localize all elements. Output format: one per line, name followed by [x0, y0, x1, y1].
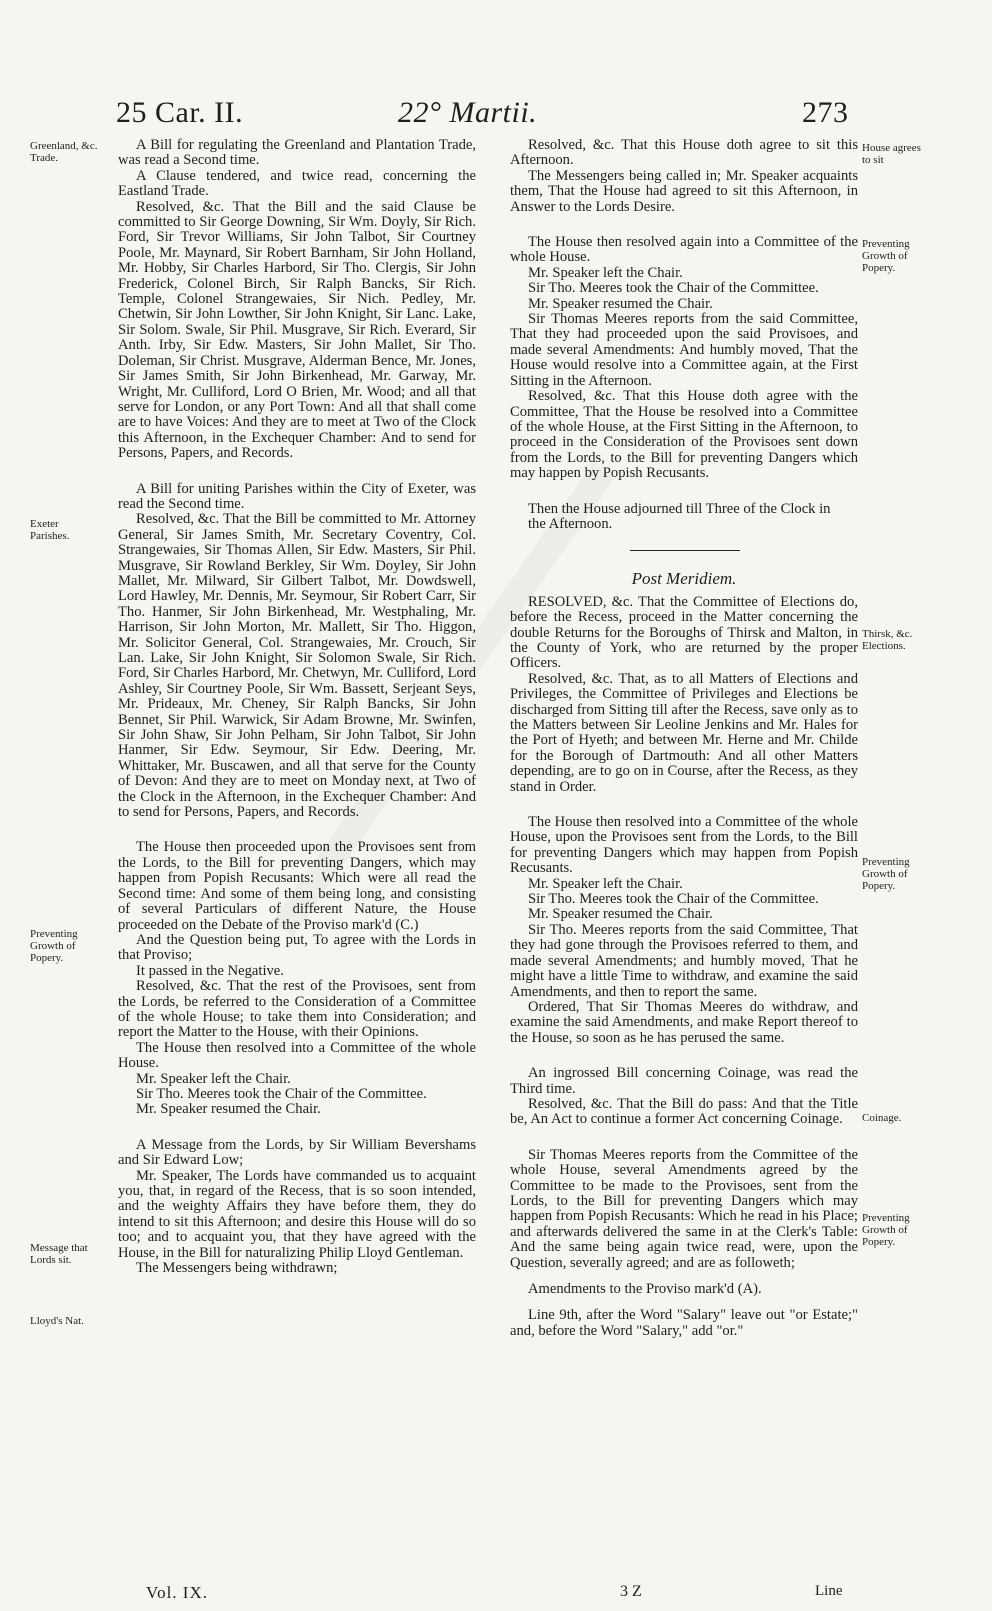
paragraph: Amendments to the Proviso mark'd (A).	[528, 1281, 762, 1297]
paragraph: Mr. Speaker left the Chair.	[528, 264, 683, 281]
paragraph: Line 9th, after the Word "Salary" leave out "or Estate;" and, before the Word "Salary," add "or."	[510, 1307, 858, 1339]
paragraph: Mr. Speaker resumed the Chair.	[136, 1101, 321, 1118]
paragraph: The Messengers being called in; Mr. Speaker acquaints them, That the House had agreed to sit this Afternoon, in Answer to the Lords Desire.	[510, 167, 858, 215]
paragraph: The House then resolved into a Committee of the whole House.	[118, 1039, 476, 1072]
paragraph: Sir Tho. Meeres took the Chair of the Committee.	[136, 1085, 427, 1102]
margin-note-greenland: Greenland, &c. Trade.	[30, 140, 98, 164]
paragraph: Mr. Speaker resumed the Chair.	[528, 906, 713, 923]
section-title: Post Meridiem.	[631, 569, 737, 589]
paragraph: A Bill for uniting Parishes within the City of Exeter, was read the Second time.	[118, 480, 476, 512]
paragraph: The House then resolved again into a Committee of the whole House.	[510, 234, 858, 266]
paragraph: The Messengers being withdrawn;	[136, 1260, 338, 1277]
margin-note-exeter: Exeter Parishes.	[30, 518, 70, 542]
paragraph: Sir Tho. Meeres took the Chair of the Committee.	[528, 891, 819, 908]
paragraph: Mr. Speaker left the Chair.	[136, 1070, 291, 1087]
paragraph: Ordered, That Sir Thomas Meeres do withdraw, and examine the said Amendments, and make Report thereof to the House, so soon as he has perused the same.	[510, 998, 858, 1046]
paragraph: Mr. Speaker left the Chair.	[528, 875, 683, 892]
paragraph: Resolved, &c. That this House doth agree with the Committee, That the House be resolved into a Committee of the whole House, at the First Sitting in the Afternoon, to proceed in the Consideration of the Provisoes sent down from the Lords, to the Bill for preventing Dangers which may happen by Popish Recusants.	[510, 388, 858, 482]
paragraph: Resolved, &c. That the Bill do pass: And that the Title be, An Act to continue a former Act concerning Coinage.	[510, 1095, 858, 1128]
paragraph: The House then resolved into a Committee of the whole House, upon the Provisoes sent from the Lords, to the Bill for preventing Dangers which may happen from Popish Recusants.	[510, 814, 858, 877]
margin-note-lloyd: Lloyd's Nat.	[30, 1315, 84, 1327]
paragraph: It passed in the Negative.	[136, 962, 284, 979]
paragraph: Resolved, &c. That the Bill and the said Clause be committed to Sir George Downing, Sir Wm. Doyly, Sir Rich. Ford, Sir Trevor Williams, Sir John Talbot, Sir Courtney Poole, Mr. Maynard, Sir Robert Barnham, Sir John Holland, Mr. Hobby, Sir Charles Harbord, Sir Tho. Clergis, Sir John Frederick, Colonel Birch, Sir Ralph Bancks, Sir Rich. Temple, Colonel Strangewaies, Sir Nich. Pedley, Mr. Chetwin, Sir John Lowther, Sir John Knight, Sir Lanc. Lake, Sir Solom. Swale, Sir Phil. Musgrave, Sir Rich. Everard, Sir Anth. Irby, Sir Edw. Masters, Sir John Mallet, Sir Tho. Doleman, Sir Christ. Musgrave, Alderman Bence, Mr. Jones, Sir James Smith, Sir John Birkenhead, Mr. Garway, Mr. Wright, Mr. Culliford, Lord O Brien, Mr. Wood; and all that serve for London, or any Port Town: And all that shall come are to have Voices: And they are to meet at Two of the Clock this Afternoon, in the Exchequer Chamber: And to send for Persons, Papers, and Records.	[118, 198, 476, 462]
paragraph: Mr. Speaker, The Lords have commanded us to acquaint you, that, in regard of the Recess, that is so soon intended, and the weighty Affairs they have before them, they do intend to sit this Afternoon; and desire this House will do so too; and to acquaint you, that they have agreed with the House, in the Bill for naturalizing Philip Lloyd Gentleman.	[118, 1167, 476, 1261]
paragraph: A Bill for regulating the Greenland and Plantation Trade, was read a Second time.	[118, 137, 476, 169]
paragraph: An ingrossed Bill concerning Coinage, was read the Third time.	[510, 1065, 858, 1097]
paragraph: RESOLVED, &c. That the Committee of Elections do, before the Recess, proceed in the Matter concerning the double Returns for the Boroughs of Thirsk and Malton, in the County of York, who are returned by the proper Officers.	[510, 593, 858, 672]
paragraph: Mr. Speaker resumed the Chair.	[528, 295, 713, 312]
paragraph: Sir Thomas Meeres reports from the Committee of the whole House, several Amendments agreed by the Committee to be made to the Provisoes, sent from the Lords, to the Bill for preventing Dangers which may happen from Popish Recusants: Which he read in his Place; and afterwards delivered the same in at the Clerk's Table: And the same being again twice read, were, upon the Question, severally agreed; and are as followeth;	[510, 1146, 858, 1271]
section-divider	[630, 550, 740, 551]
paragraph: Resolved, &c. That, as to all Matters of Elections and Privileges, the Committee of Privileges and Elections be discharged from Sitting till after the Recess, save only as to the Matters between Sir Leoline Jenkins and Mr. Hales for the Port of Hyeth; and between Mr. Herne and Mr. Childe for the Borough of Dartmouth: And all other Matters depending, are to go on in Course, after the Recess, as they stand in Order.	[510, 670, 858, 795]
adjournment-note: Then the House adjourned till Three of the Clock in the Afternoon.	[528, 500, 831, 532]
margin-note-popery-right-2: Preventing Growth of Popery.	[862, 856, 910, 892]
running-head-session: 25 Car. II.	[116, 96, 244, 129]
page-number: 273	[802, 96, 849, 129]
margin-note-popery-right-1: Preventing Growth of Popery.	[862, 238, 910, 274]
paragraph: And the Question being put, To agree with the Lords in that Proviso;	[118, 931, 476, 964]
volume-label: Vol. IX.	[146, 1583, 208, 1602]
margin-note-coinage: Coinage.	[862, 1112, 902, 1124]
paragraph: Resolved, &c. That the rest of the Provisoes, sent from the Lords, be referred to the Consideration of a Committee of the whole House; to take them into Consideration; and report the Matter to the House, with their Opinions.	[118, 978, 476, 1041]
margin-note-popery-left: Preventing Growth of Popery.	[30, 928, 78, 964]
paragraph: Resolved, &c. That this House doth agree to sit this Afternoon.	[510, 137, 858, 169]
right-column	[510, 138, 858, 1339]
paragraph: Sir Tho. Meeres took the Chair of the Committee.	[528, 280, 819, 297]
running-head-date: 22° Martii.	[398, 96, 538, 129]
paragraph: Sir Thomas Meeres reports from the said Committee, That they had proceeded upon the said Provisoes, and made several Amendments: And humbly moved, That the House would resolve into a Committee again, at the First Sitting in the Afternoon.	[510, 311, 858, 389]
margin-note-message: Message that Lords sit.	[30, 1242, 88, 1266]
paragraph: Resolved, &c. That the Bill be committed to Mr. Attorney General, Sir James Smith, Mr. Secretary Coventry, Col. Strangewaies, Sir Thomas Allen, Sir Edw. Masters, Sir Phil. Musgrave, Sir Rowland Berkley, Sir Wm. Doyley, Sir John Mallet, Mr. Milward, Sir Gilbert Talbot, Mr. Dowdswell, Lord Hawley, Mr. Dennis, Mr. Seymour, Sir Robert Carr, Sir Tho. Hanmer, Sir John Birkenhead, Mr. Westphaling, Mr. Harrison, Sir John Morton, Mr. Mallett, Sir Tho. Higgon, Mr. Solicitor General, Col. Strangewaies, Mr. Crouch, Sir Lan. Lake, Sir John Knight, Sir Solomon Swale, Sir Rich. Ford, Sir Charles Harbord, Mr. Chetwyn, Mr. Culliford, Lord Ashley, Sir Courtney Poole, Sir Wm. Bassett, Serjeant Seys, Mr. Prideaux, Mr. Cheney, Sir Ralph Bancks, Sir John Bennet, Sir Phil. Warwick, Sir Adam Browne, Mr. Swinfen, Sir John Shaw, Sir John Pelham, Sir John Talbot, Sir John Hanmer, Sir Edw. Seymour, Sir Edw. Deering, Mr. Whittaker, Mr. Buscawen, and all that serve for the County of Devon: And they are to meet on Monday next, at Two of the Clock in the Afternoon, in the Exchequer Chamber: And to send for Persons, Papers, and Records.	[118, 511, 476, 821]
paragraph: A Message from the Lords, by Sir William Bevershams and Sir Edward Low;	[118, 1136, 476, 1169]
paragraph: Sir Tho. Meeres reports from the said Committee, That they had gone through the Provisoes referred to them, and made several Amendments; and humbly moved, That he might have a little Time to withdraw, and examine the said Amendments, and then to report the same.	[510, 921, 858, 1000]
margin-note-popery-right-3: Preventing Growth of Popery.	[862, 1212, 910, 1248]
margin-note-house-agrees: House agrees to sit	[862, 142, 921, 166]
paragraph: The House then proceeded upon the Provisoes sent from the Lords, to the Bill for preventing Dangers, which may happen from Popish Recusants: Which were all read the Second time: And some of them being long, and consisting of several Particulars of different Nature, the House proceeded on the Debate of the Proviso mark'd (C.)	[118, 839, 476, 933]
signature-mark: 3 Z	[620, 1583, 642, 1600]
catchword: Line	[815, 1583, 843, 1599]
margin-note-thirsk: Thirsk, &c. Elections.	[862, 628, 913, 652]
paragraph: A Clause tendered, and twice read, concerning the Eastland Trade.	[118, 167, 476, 200]
